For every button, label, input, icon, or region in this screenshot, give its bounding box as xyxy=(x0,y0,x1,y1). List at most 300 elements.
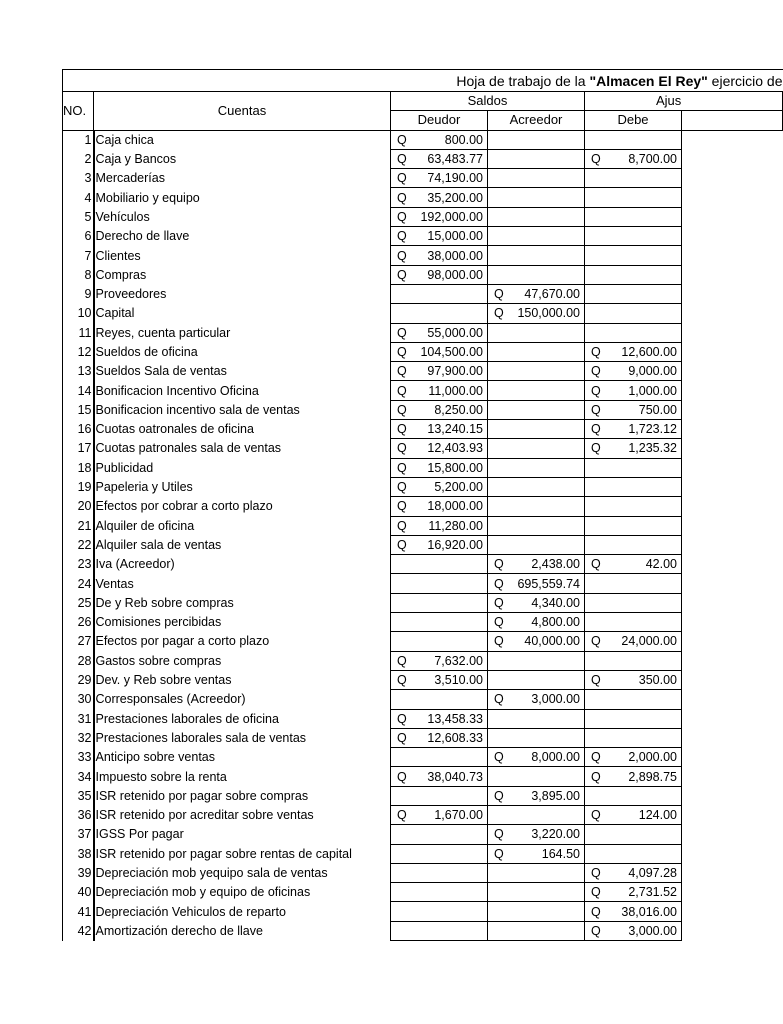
sheet-title: Hoja de trabajo de la "Almacen El Rey" ejercicio de xyxy=(63,70,783,92)
currency-symbol: Q xyxy=(397,441,407,456)
acreedor-cell xyxy=(488,767,585,786)
table-row xyxy=(63,207,783,226)
row-number: 16 xyxy=(63,420,94,439)
currency-symbol: Q xyxy=(494,306,504,321)
row-number: 34 xyxy=(63,767,94,786)
account-name: Alquiler de oficina xyxy=(95,518,195,533)
account-name: Vehículos xyxy=(95,209,150,224)
deudor-cell xyxy=(391,497,488,516)
table-row xyxy=(63,342,783,361)
currency-symbol: Q xyxy=(494,576,504,591)
haber-cell xyxy=(682,651,783,670)
deudor-cell xyxy=(391,420,488,439)
deudor-cell xyxy=(391,207,488,226)
currency-symbol: Q xyxy=(591,402,601,417)
acreedor-cell-value: 164.50 xyxy=(541,846,580,861)
table-row xyxy=(63,130,783,149)
row-number: 18 xyxy=(63,458,94,477)
account-name: Efectos por cobrar a corto plazo xyxy=(95,499,273,514)
acreedor-cell xyxy=(488,284,585,303)
acreedor-cell xyxy=(488,902,585,921)
haber-cell xyxy=(682,632,783,651)
acreedor-cell-value: 150,000.00 xyxy=(517,306,580,321)
haber-cell xyxy=(682,555,783,574)
account-name: Cuotas patronales sala de ventas xyxy=(95,441,282,456)
group-header-saldos: Saldos xyxy=(391,92,585,111)
currency-symbol: Q xyxy=(494,827,504,842)
worksheet xyxy=(62,69,783,944)
row-number: 4 xyxy=(63,188,94,207)
account-name: Compras xyxy=(95,267,147,282)
deudor-cell-value: 1,670.00 xyxy=(434,808,483,823)
acreedor-cell-value: 3,000.00 xyxy=(531,692,580,707)
currency-symbol: Q xyxy=(494,557,504,572)
debe-cell xyxy=(585,767,682,786)
account-name: Impuesto sobre la renta xyxy=(95,769,227,784)
account-name: Corresponsales (Acreedor) xyxy=(95,692,246,707)
acreedor-cell-value: 695,559.74 xyxy=(517,576,580,591)
debe-cell xyxy=(585,381,682,400)
table-row xyxy=(63,149,783,168)
account-name: Bonificacion incentivo sala de ventas xyxy=(95,402,300,417)
debe-cell xyxy=(585,883,682,902)
haber-cell xyxy=(682,130,783,149)
debe-cell xyxy=(585,246,682,265)
deudor-cell xyxy=(391,883,488,902)
debe-cell xyxy=(585,690,682,709)
currency-symbol: Q xyxy=(397,769,407,784)
row-number: 25 xyxy=(63,593,94,612)
debe-cell xyxy=(585,632,682,651)
currency-symbol: Q xyxy=(591,885,601,900)
currency-symbol: Q xyxy=(397,653,407,668)
currency-symbol: Q xyxy=(397,730,407,745)
currency-symbol: Q xyxy=(494,615,504,630)
currency-symbol: Q xyxy=(397,537,407,552)
table-row xyxy=(63,555,783,574)
acreedor-cell xyxy=(488,497,585,516)
debe-cell xyxy=(585,593,682,612)
debe-cell xyxy=(585,227,682,246)
deudor-cell-value: 7,632.00 xyxy=(434,653,483,668)
haber-cell xyxy=(682,593,783,612)
account-name: Prestaciones laborales de oficina xyxy=(95,711,279,726)
acreedor-cell xyxy=(488,381,585,400)
table-row xyxy=(63,574,783,593)
currency-symbol: Q xyxy=(591,364,601,379)
deudor-cell xyxy=(391,477,488,496)
acreedor-cell xyxy=(488,786,585,805)
deudor-cell-value: 97,900.00 xyxy=(427,364,483,379)
debe-cell xyxy=(585,748,682,767)
deudor-cell xyxy=(391,825,488,844)
account-name: Capital xyxy=(95,306,135,321)
acreedor-cell xyxy=(488,863,585,882)
table-row xyxy=(63,670,783,689)
row-number: 17 xyxy=(63,439,94,458)
debe-cell xyxy=(585,342,682,361)
account-name: Caja y Bancos xyxy=(95,152,177,167)
deudor-cell xyxy=(391,169,488,188)
debe-cell-value: 42.00 xyxy=(645,557,677,572)
debe-cell xyxy=(585,555,682,574)
table-row xyxy=(63,593,783,612)
currency-symbol: Q xyxy=(397,325,407,340)
debe-cell xyxy=(585,458,682,477)
debe-cell xyxy=(585,670,682,689)
table-row xyxy=(63,246,783,265)
debe-cell xyxy=(585,477,682,496)
acreedor-cell xyxy=(488,555,585,574)
debe-cell xyxy=(585,844,682,863)
row-number: 27 xyxy=(63,632,94,651)
haber-cell xyxy=(682,304,783,323)
haber-cell xyxy=(682,227,783,246)
table-row xyxy=(63,323,783,342)
acreedor-cell xyxy=(488,149,585,168)
acreedor-cell xyxy=(488,130,585,149)
table-row xyxy=(63,651,783,670)
haber-cell xyxy=(682,767,783,786)
debe-cell-value: 1,000.00 xyxy=(628,383,677,398)
deudor-cell xyxy=(391,593,488,612)
account-name: Comisiones percibidas xyxy=(95,615,222,630)
acreedor-cell xyxy=(488,613,585,632)
debe-cell-value: 1,723.12 xyxy=(628,422,677,437)
deudor-cell-value: 13,458.33 xyxy=(427,711,483,726)
debe-cell-value: 124.00 xyxy=(638,808,677,823)
currency-symbol: Q xyxy=(397,229,407,244)
haber-cell xyxy=(682,342,783,361)
table-row xyxy=(63,169,783,188)
currency-symbol: Q xyxy=(397,345,407,359)
haber-cell xyxy=(682,748,783,767)
haber-cell xyxy=(682,535,783,554)
column-header-deudor: Deudor xyxy=(391,111,488,130)
table-row xyxy=(63,786,783,805)
currency-symbol: Q xyxy=(397,364,407,379)
debe-cell xyxy=(585,149,682,168)
table-row xyxy=(63,477,783,496)
deudor-cell-value: 13,240.15 xyxy=(427,422,483,437)
table-row xyxy=(63,844,783,863)
haber-cell xyxy=(682,709,783,728)
debe-cell xyxy=(585,709,682,728)
deudor-cell xyxy=(391,902,488,921)
deudor-cell-value: 5,200.00 xyxy=(434,480,483,495)
currency-symbol: Q xyxy=(397,152,407,167)
debe-cell-value: 12,600.00 xyxy=(621,345,677,359)
acreedor-cell xyxy=(488,420,585,439)
column-header-acreedor: Acreedor xyxy=(488,111,585,130)
debe-cell xyxy=(585,535,682,554)
row-number: 19 xyxy=(63,477,94,496)
table-row xyxy=(63,381,783,400)
account-name: Reyes, cuenta particular xyxy=(95,325,231,340)
debe-cell-value: 350.00 xyxy=(638,673,677,688)
table-row xyxy=(63,690,783,709)
haber-cell xyxy=(682,188,783,207)
account-name: Bonificacion Incentivo Oficina xyxy=(95,383,259,398)
haber-cell xyxy=(682,613,783,632)
acreedor-cell xyxy=(488,632,585,651)
row-number: 20 xyxy=(63,497,94,516)
deudor-cell-value: 63,483.77 xyxy=(427,152,483,167)
table-row xyxy=(63,362,783,381)
row-number: 1 xyxy=(63,130,94,149)
deudor-cell xyxy=(391,670,488,689)
table-row xyxy=(63,748,783,767)
acreedor-cell xyxy=(488,805,585,824)
currency-symbol: Q xyxy=(397,132,407,147)
acreedor-cell-value: 4,340.00 xyxy=(531,595,580,610)
currency-symbol: Q xyxy=(591,441,601,456)
account-name: Sueldos de oficina xyxy=(95,345,198,359)
deudor-cell xyxy=(391,304,488,323)
account-name: Caja chica xyxy=(95,132,154,147)
account-name: Mobiliario y equipo xyxy=(95,190,200,205)
debe-cell-value: 9,000.00 xyxy=(628,364,677,379)
acreedor-cell-value: 40,000.00 xyxy=(524,634,580,649)
deudor-cell xyxy=(391,863,488,882)
deudor-cell xyxy=(391,458,488,477)
acreedor-cell xyxy=(488,921,585,940)
table-row xyxy=(63,420,783,439)
table-row xyxy=(63,516,783,535)
debe-cell xyxy=(585,863,682,882)
account-name: Proveedores xyxy=(95,287,167,302)
haber-cell xyxy=(682,825,783,844)
acreedor-cell xyxy=(488,709,585,728)
deudor-cell xyxy=(391,149,488,168)
haber-cell xyxy=(682,883,783,902)
row-number: 35 xyxy=(63,786,94,805)
debe-cell-value: 8,700.00 xyxy=(628,152,677,167)
haber-cell xyxy=(682,458,783,477)
account-name: Publicidad xyxy=(95,460,154,475)
currency-symbol: Q xyxy=(397,190,407,205)
account-name: ISR retenido por pagar sobre compras xyxy=(95,788,309,803)
currency-symbol: Q xyxy=(591,923,601,938)
account-name: Prestaciones laborales sala de ventas xyxy=(95,730,307,745)
account-name: Clientes xyxy=(95,248,141,263)
deudor-cell xyxy=(391,651,488,670)
acreedor-cell xyxy=(488,323,585,342)
currency-symbol: Q xyxy=(494,692,504,707)
table-row xyxy=(63,227,783,246)
table-row xyxy=(63,825,783,844)
haber-cell xyxy=(682,362,783,381)
debe-cell xyxy=(585,400,682,419)
deudor-cell xyxy=(391,709,488,728)
haber-cell xyxy=(682,670,783,689)
row-number: 40 xyxy=(63,883,94,902)
haber-cell xyxy=(682,786,783,805)
debe-cell xyxy=(585,130,682,149)
deudor-cell xyxy=(391,632,488,651)
row-number: 39 xyxy=(63,863,94,882)
deudor-cell-value: 800.00 xyxy=(444,132,483,147)
acreedor-cell xyxy=(488,825,585,844)
table-row xyxy=(63,188,783,207)
account-name: Efectos por pagar a corto plazo xyxy=(95,634,270,649)
acreedor-cell-value: 4,800.00 xyxy=(531,615,580,630)
row-number: 12 xyxy=(63,342,94,361)
column-header-debe: Debe xyxy=(585,111,682,130)
acreedor-cell xyxy=(488,246,585,265)
deudor-cell-value: 192,000.00 xyxy=(420,209,483,224)
deudor-cell xyxy=(391,844,488,863)
row-number: 28 xyxy=(63,651,94,670)
haber-cell xyxy=(682,265,783,284)
debe-cell xyxy=(585,169,682,188)
debe-cell-value: 3,000.00 xyxy=(628,923,677,938)
account-name: Depreciación mob y equipo de oficinas xyxy=(95,885,311,900)
currency-symbol: Q xyxy=(397,711,407,726)
acreedor-cell xyxy=(488,400,585,419)
account-name: Depreciación mob yequipo sala de ventas xyxy=(95,866,328,881)
deudor-cell-value: 98,000.00 xyxy=(427,267,483,282)
acreedor-cell xyxy=(488,265,585,284)
deudor-cell xyxy=(391,516,488,535)
account-name: Ventas xyxy=(95,576,134,591)
row-number: 14 xyxy=(63,381,94,400)
debe-cell-value: 2,000.00 xyxy=(628,750,677,765)
deudor-cell-value: 11,000.00 xyxy=(428,383,483,398)
table-row xyxy=(63,458,783,477)
row-number: 11 xyxy=(63,323,94,342)
debe-cell xyxy=(585,420,682,439)
debe-cell xyxy=(585,786,682,805)
deudor-cell xyxy=(391,188,488,207)
deudor-cell xyxy=(391,227,488,246)
acreedor-cell xyxy=(488,458,585,477)
table-row xyxy=(63,284,783,303)
table-row xyxy=(63,863,783,882)
debe-cell xyxy=(585,304,682,323)
deudor-cell-value: 55,000.00 xyxy=(427,325,483,340)
deudor-cell xyxy=(391,574,488,593)
table-row xyxy=(63,709,783,728)
currency-symbol: Q xyxy=(494,595,504,610)
acreedor-cell xyxy=(488,516,585,535)
currency-symbol: Q xyxy=(397,248,407,263)
currency-symbol: Q xyxy=(397,808,407,823)
acreedor-cell xyxy=(488,207,585,226)
row-number: 41 xyxy=(63,902,94,921)
account-name: De y Reb sobre compras xyxy=(95,595,234,610)
row-number: 37 xyxy=(63,825,94,844)
haber-cell xyxy=(682,381,783,400)
currency-symbol: Q xyxy=(397,673,407,688)
haber-cell xyxy=(682,805,783,824)
currency-symbol: Q xyxy=(591,383,601,398)
haber-cell xyxy=(682,400,783,419)
debe-cell-value: 1,235.32 xyxy=(628,441,677,456)
currency-symbol: Q xyxy=(397,518,407,533)
haber-cell xyxy=(682,207,783,226)
account-name: Gastos sobre compras xyxy=(95,653,222,668)
debe-cell xyxy=(585,921,682,940)
currency-symbol: Q xyxy=(591,673,601,688)
table-row xyxy=(63,805,783,824)
debe-cell-value: 24,000.00 xyxy=(621,634,677,649)
deudor-cell xyxy=(391,284,488,303)
currency-symbol: Q xyxy=(494,634,504,649)
haber-cell xyxy=(682,323,783,342)
deudor-cell xyxy=(391,265,488,284)
row-number: 9 xyxy=(63,284,94,303)
haber-cell xyxy=(682,690,783,709)
acreedor-cell xyxy=(488,439,585,458)
column-header-no: NO. xyxy=(63,92,94,131)
currency-symbol: Q xyxy=(591,422,601,437)
currency-symbol: Q xyxy=(397,402,407,417)
acreedor-cell xyxy=(488,362,585,381)
deudor-cell xyxy=(391,748,488,767)
table-row xyxy=(63,497,783,516)
row-number: 29 xyxy=(63,670,94,689)
table-row xyxy=(63,400,783,419)
column-header-haber xyxy=(682,111,783,130)
debe-cell-value: 38,016.00 xyxy=(621,904,677,919)
currency-symbol: Q xyxy=(591,152,601,167)
currency-symbol: Q xyxy=(494,846,504,861)
currency-symbol: Q xyxy=(397,460,407,475)
haber-cell xyxy=(682,477,783,496)
haber-cell xyxy=(682,516,783,535)
acreedor-cell xyxy=(488,844,585,863)
debe-cell xyxy=(585,284,682,303)
haber-cell xyxy=(682,169,783,188)
debe-cell xyxy=(585,323,682,342)
row-number: 31 xyxy=(63,709,94,728)
account-name: Depreciación Vehiculos de reparto xyxy=(95,904,286,919)
currency-symbol: Q xyxy=(397,383,407,398)
group-header-ajustes: Ajus xyxy=(585,92,783,111)
haber-cell xyxy=(682,284,783,303)
deudor-cell-value: 11,280.00 xyxy=(428,518,483,533)
deudor-cell xyxy=(391,381,488,400)
currency-symbol: Q xyxy=(397,499,407,514)
haber-cell xyxy=(682,497,783,516)
currency-symbol: Q xyxy=(591,866,601,881)
debe-cell xyxy=(585,265,682,284)
haber-cell xyxy=(682,921,783,940)
currency-symbol: Q xyxy=(591,769,601,784)
table-row xyxy=(63,439,783,458)
deudor-cell xyxy=(391,400,488,419)
haber-cell xyxy=(682,863,783,882)
deudor-cell xyxy=(391,728,488,747)
account-name: Anticipo sobre ventas xyxy=(95,750,216,765)
deudor-cell-value: 38,000.00 xyxy=(427,248,483,263)
table-row xyxy=(63,632,783,651)
deudor-cell xyxy=(391,690,488,709)
table-row xyxy=(63,728,783,747)
acreedor-cell xyxy=(488,574,585,593)
haber-cell xyxy=(682,420,783,439)
account-name: Papeleria y Utiles xyxy=(95,480,193,495)
account-name: Alquiler sala de ventas xyxy=(95,537,222,552)
currency-symbol: Q xyxy=(591,808,601,823)
deudor-cell xyxy=(391,535,488,554)
row-number: 33 xyxy=(63,748,94,767)
debe-cell xyxy=(585,825,682,844)
acreedor-cell-value: 2,438.00 xyxy=(531,557,580,572)
row-number: 38 xyxy=(63,844,94,863)
currency-symbol: Q xyxy=(591,904,601,919)
